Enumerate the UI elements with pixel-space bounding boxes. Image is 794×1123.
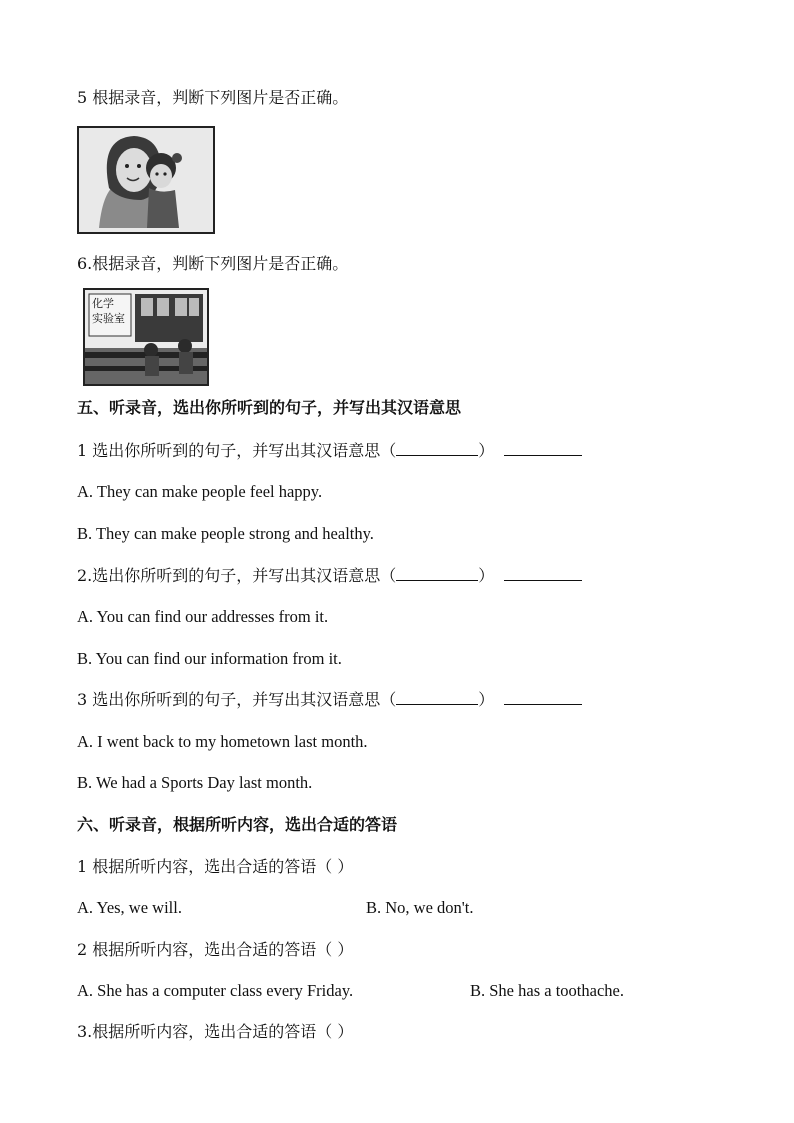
s5-q2-prompt: 2.选出你所听到的句子，并写出其汉语意思（ ） (77, 566, 582, 586)
answer-blank[interactable] (396, 566, 478, 581)
q5-picture (77, 126, 215, 234)
q5-prompt: 5 根据录音，判断下列图片是否正确。 (77, 88, 349, 107)
s5-q2-option-b: B. You can find our information from it. (77, 649, 342, 668)
s5-q1-prompt: 1 选出你所听到的句子，并写出其汉语意思（ ） (77, 441, 582, 461)
meaning-blank[interactable] (504, 690, 582, 705)
s6-q1-option-a: A. Yes, we will. (77, 898, 182, 917)
meaning-blank[interactable] (504, 566, 582, 581)
mother-hugging-child-illustration (79, 128, 213, 232)
s5-q3-option-b: B. We had a Sports Day last month. (77, 773, 313, 792)
s6-q2-option-a: A. She has a computer class every Friday. (77, 981, 354, 1000)
s6-q1-prompt: 1 根据所听内容，选出合适的答语（ ） (77, 857, 354, 876)
s6-q2-option-b: B. She has a toothache. (470, 981, 624, 1000)
s5-q1-option-a: A. They can make people feel happy. (77, 482, 323, 501)
s5-q1-option-b: B. They can make people strong and healthy. (77, 524, 374, 543)
answer-blank[interactable] (396, 690, 478, 705)
lab-sign-text: 化学 实验室 (92, 297, 125, 325)
section6-heading: 六、听录音，根据所听内容，选出合适的答语 (77, 815, 398, 834)
s5-q2-option-a: A. You can find our addresses from it. (77, 607, 329, 626)
s6-q3-prompt: 3.根据所听内容，选出合适的答语（ ） (77, 1022, 354, 1041)
q6-prompt: 6.根据录音，判断下列图片是否正确。 (77, 254, 349, 273)
s5-q3-option-a: A. I went back to my hometown last month. (77, 732, 368, 751)
q6-picture (83, 288, 209, 386)
s6-q1-option-b: B. No, we don't. (366, 898, 474, 917)
section5-heading: 五、听录音，选出你所听到的句子，并写出其汉语意思 (77, 398, 462, 417)
s5-q3-prompt: 3 选出你所听到的句子，并写出其汉语意思（ ） (77, 690, 582, 710)
answer-blank[interactable] (396, 441, 478, 456)
s6-q2-prompt: 2 根据所听内容，选出合适的答语（ ） (77, 940, 354, 959)
meaning-blank[interactable] (504, 441, 582, 456)
